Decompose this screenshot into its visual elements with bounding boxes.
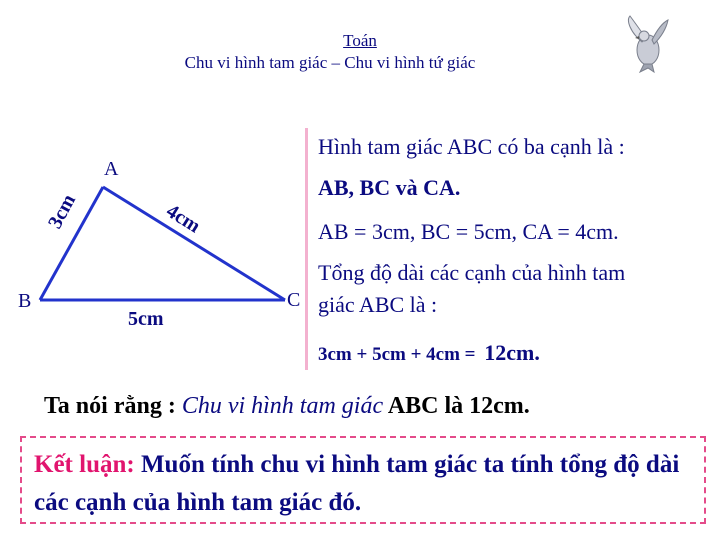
explanation-line-4: Tổng độ dài các cạnh của hình tam <box>318 260 626 285</box>
subject-title: Toán <box>343 31 377 50</box>
statement-italic: Chu vi hình tam giác <box>181 393 384 419</box>
dove-icon <box>622 14 672 74</box>
vertex-c-label: C <box>287 289 301 311</box>
vertex-a-label: A <box>104 158 119 180</box>
side-ca-line <box>103 187 285 300</box>
explanation-line-3: AB = 3cm, BC = 5cm, CA = 4cm. <box>318 219 619 244</box>
side-ca-label: 4cm <box>162 200 205 238</box>
triangle-figure <box>0 0 310 340</box>
conclusion-body: Muốn tính chu vi hình tam giác ta tính tổng độ dài các cạnh của hình tam giác đó. <box>34 451 680 516</box>
sum-equation <box>318 340 540 366</box>
sum-result: 12cm. <box>484 340 540 365</box>
conclusion-text <box>34 446 704 522</box>
explanation-line-2: AB, BC và CA. <box>318 175 461 200</box>
divider <box>305 128 308 370</box>
side-ab-label: 3cm <box>44 190 81 233</box>
vertex-b-label: B <box>18 290 32 312</box>
statement-suffix: ABC là 12cm. <box>383 393 530 419</box>
side-bc-label: 5cm <box>128 308 164 330</box>
statement-prefix: Ta nói rằng : <box>44 393 182 419</box>
lesson-title: Chu vi hình tam giác – Chu vi hình tứ giác <box>184 53 476 72</box>
perimeter-statement <box>44 393 530 420</box>
explanation-line-1: Hình tam giác ABC có ba cạnh là : <box>318 134 625 159</box>
conclusion-label: Kết luận: <box>34 451 135 478</box>
explanation-line-5: giác ABC là : <box>318 292 438 317</box>
sum-expression: 3cm + 5cm + 4cm = <box>318 344 476 365</box>
